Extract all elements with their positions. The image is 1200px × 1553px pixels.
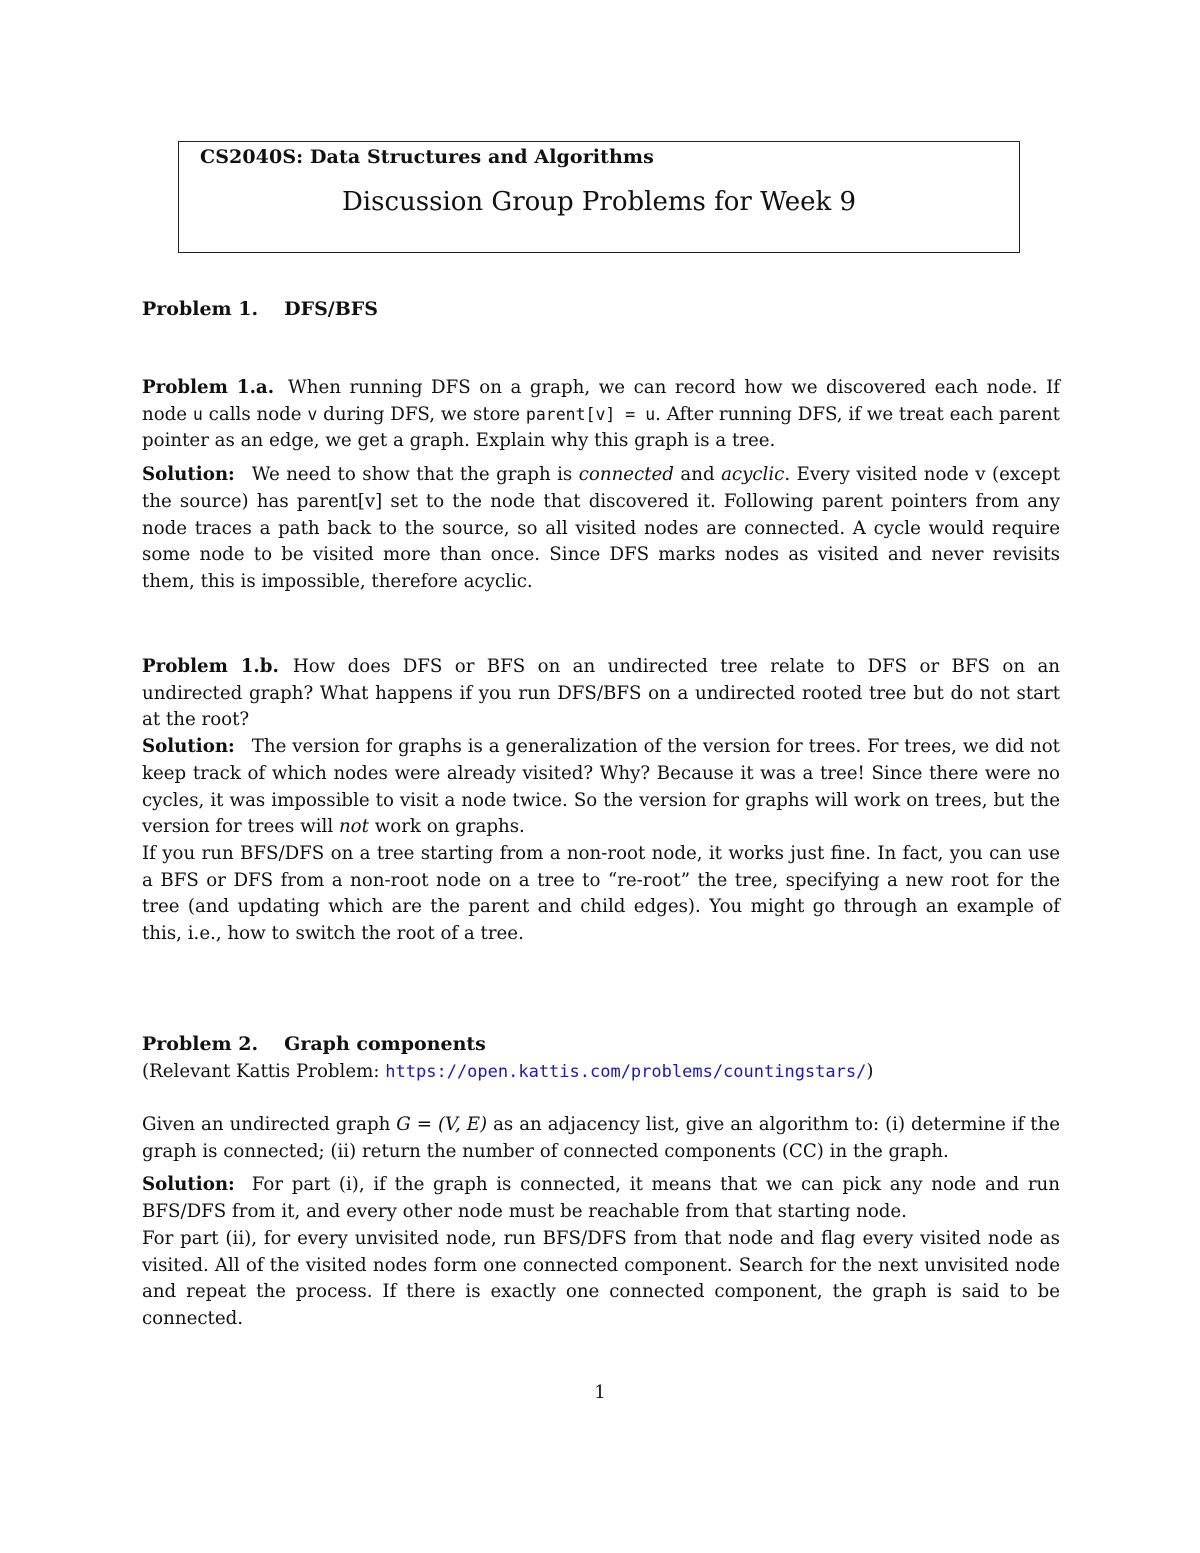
problem-2 bbox=[142, 1112, 1060, 1333]
problem-2-question bbox=[142, 1112, 1060, 1165]
solution-1b-text-1: The version for graphs is a generalization of the version for trees. For trees, we did not keep track of which nodes were already visited? Why? Because it was a tree! Since there were no cycles, it was impossible to visit a node twice. So the version for graphs will work on trees, but the version for trees will bbox=[142, 736, 1060, 838]
problem-2-solution-part-2: For part (ii), for every unvisited node, run BFS/DFS from that node and flag every visited node as visited. All of the visited nodes form one connected component. Search for the next unvisited node and repeat the process. If there is exactly one connected component, the graph is said to be connected. bbox=[142, 1227, 1060, 1329]
problem-1a bbox=[142, 375, 1060, 596]
problem-1a-text-2: calls node bbox=[202, 403, 308, 425]
code-v: v bbox=[307, 404, 318, 424]
problem-1-label: Problem 1. bbox=[142, 298, 259, 320]
kattis-link[interactable]: https://open.kattis.com/problems/countingstars/ bbox=[385, 1062, 867, 1082]
relevant-suffix: ) bbox=[866, 1061, 874, 1082]
problem-1a-text-1: When running DFS on a graph, we can record how we discovered each node. If node bbox=[142, 377, 1060, 425]
problem-2-text-1: Given an undirected graph bbox=[142, 1114, 397, 1135]
solution-1a-text-1: We need to show that the graph is bbox=[251, 464, 579, 486]
problem-2-text-2: as an adjacency list, give an algorithm to: (i) determine if the graph is connected; (ii) return the number of connected components (CC) in the graph. bbox=[142, 1114, 1060, 1162]
problem-1a-label: Problem 1.a. bbox=[142, 377, 275, 398]
problem-1a-question bbox=[142, 375, 1060, 455]
problem-1b bbox=[142, 654, 1060, 948]
problem-1a-solution bbox=[142, 462, 1060, 596]
solution-label: Solution: bbox=[142, 464, 235, 486]
problem-1b-paragraph-2: If you run BFS/DFS on a tree starting from a non-root node, it works just fine. In fact, you can use a BFS or DFS from a non-root node on a tree to “re-root” the tree, specifying a new root for the tree (and updating which are the parent and child edges). You might go through an example of this, i.e., how to switch the root of a tree. bbox=[142, 842, 1060, 945]
emph-connected: connected bbox=[578, 464, 674, 486]
relevant-prefix: (Relevant Kattis Problem: bbox=[142, 1061, 386, 1082]
problem-2-solution bbox=[142, 1172, 1060, 1225]
solution-1a-text-2: and bbox=[673, 464, 722, 486]
problem-1-heading bbox=[142, 296, 1060, 323]
problem-1a-text-3: during DFS, we store bbox=[317, 403, 526, 425]
problem-2-heading bbox=[142, 1031, 1060, 1058]
problem-1b-solution bbox=[142, 734, 1060, 841]
code-parent-assign: parent[v] = u bbox=[525, 404, 656, 424]
problem-1b-text: How does DFS or BFS on an undirected tree relate to DFS or BFS on an undirected graph? What happens if you run DFS/BFS on a undirected rooted tree but do not start at the root? bbox=[142, 656, 1061, 731]
header-box bbox=[178, 141, 1020, 253]
solution-1a-text-3: . Every visited node v (except the source) has parent[v] set to the node that discovered it. Following parent pointers from any node traces a path back to the source, so all visited nodes are connected. A cycle would require some node to be visited more than once. Since DFS marks nodes as visited and never revisits them, this is impossible, therefore acyclic. bbox=[142, 464, 1061, 592]
problem-1b-label: Problem 1.b. bbox=[142, 656, 279, 677]
problem-2-title: Graph components bbox=[284, 1033, 486, 1055]
course-title: CS2040S: Data Structures and Algorithms bbox=[200, 146, 654, 168]
problem-1-title: DFS/BFS bbox=[284, 298, 379, 320]
document-title: Discussion Group Problems for Week 9 bbox=[341, 187, 857, 217]
relevant-kattis-line bbox=[142, 1059, 1060, 1086]
solution-2-text-1: For part (i), if the graph is connected, it means that we can pick any node and run BFS/DFS from it, and every other node must be reachable from that starting node. bbox=[142, 1174, 1060, 1223]
solution-1b-text-2: work on graphs. bbox=[368, 816, 525, 838]
solution-label: Solution: bbox=[142, 736, 235, 758]
page-number: 1 bbox=[594, 1382, 606, 1403]
math-graph: G = (V, E) bbox=[396, 1114, 488, 1135]
emph-acyclic: acyclic bbox=[721, 464, 785, 486]
emph-not: not bbox=[338, 816, 369, 838]
code-u: u bbox=[192, 404, 203, 424]
problem-1b-question bbox=[142, 654, 1060, 734]
problem-2-label: Problem 2. bbox=[142, 1033, 259, 1055]
problem-1a-text-4: . After running DFS, if we treat each parent pointer as an edge, we get a graph. Explain why this graph is a tree. bbox=[142, 403, 1060, 452]
solution-label: Solution: bbox=[142, 1174, 235, 1196]
